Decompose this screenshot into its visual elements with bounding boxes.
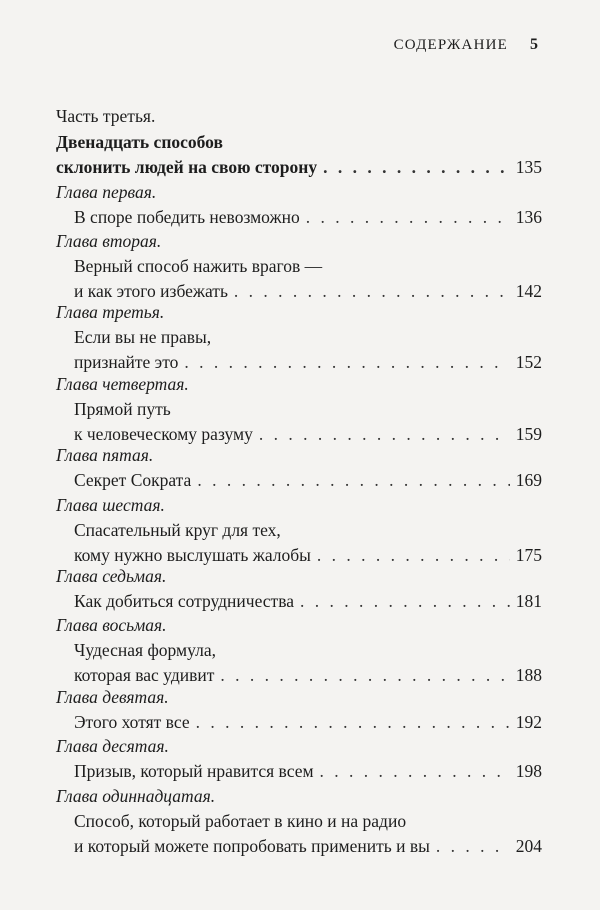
chapter-title-text: и который можете попробовать применить и вы xyxy=(74,836,430,856)
chapter-entry[interactable] xyxy=(74,469,542,491)
chapter-label xyxy=(56,614,167,636)
leader-dots xyxy=(436,835,510,857)
leader-dots xyxy=(306,206,510,228)
chapter-entry[interactable] xyxy=(74,760,542,782)
chapter-page-number: 159 xyxy=(515,424,542,444)
chapter-title-text: и как этого избежать xyxy=(74,281,228,301)
leader-dots xyxy=(323,156,510,178)
chapter-label xyxy=(56,785,215,807)
chapter-title-text: Чудесная формула, xyxy=(74,640,216,660)
chapter-title-text: Призыв, который нравится всем xyxy=(74,761,314,781)
leader-dots xyxy=(220,664,509,686)
leader-dots xyxy=(259,423,510,445)
chapter-title-line xyxy=(74,519,281,541)
chapter-title-line xyxy=(74,398,171,420)
chapter-label xyxy=(56,565,166,587)
chapter-title-text: Этого хотят все xyxy=(74,712,190,732)
part-page-number: 135 xyxy=(515,157,542,177)
running-title: СОДЕРЖАНИЕ xyxy=(393,37,508,53)
chapter-label-text: Глава десятая. xyxy=(56,736,169,756)
page-header xyxy=(394,36,538,54)
chapter-label-text: Глава одиннадцатая. xyxy=(56,786,216,806)
chapter-label-text: Глава четвертая. xyxy=(56,374,189,394)
chapter-page-number: 204 xyxy=(515,836,542,856)
part-label-text: Часть третья. xyxy=(56,106,156,126)
chapter-title-text: кому нужно выслушать жалобы xyxy=(74,545,311,565)
chapter-title-text: к человеческому разуму xyxy=(74,424,253,444)
chapter-title-line xyxy=(74,810,406,832)
chapter-label xyxy=(56,181,156,203)
part-title-text-2: склонить людей на свою сторону xyxy=(56,157,318,177)
page-number: 5 xyxy=(530,36,538,53)
chapter-label xyxy=(56,301,164,323)
chapter-page-number: 192 xyxy=(515,712,542,732)
chapter-label-text: Глава восьмая. xyxy=(56,615,167,635)
chapter-label-text: Глава девятая. xyxy=(56,687,169,707)
chapter-entry[interactable] xyxy=(74,544,542,566)
chapter-label xyxy=(56,444,153,466)
chapter-label-text: Глава пятая. xyxy=(56,445,154,465)
chapter-title-line xyxy=(74,639,216,661)
chapter-entry[interactable] xyxy=(74,590,542,612)
chapter-page-number: 181 xyxy=(515,591,542,611)
leader-dots xyxy=(300,590,510,612)
leader-dots xyxy=(320,760,510,782)
chapter-title-text: Способ, который работает в кино и на радио xyxy=(74,811,407,831)
chapter-entry[interactable] xyxy=(74,206,542,228)
chapter-page-number: 152 xyxy=(515,352,542,372)
leader-dots xyxy=(197,469,509,491)
chapter-title-text: признайте это xyxy=(74,352,179,372)
chapter-entry[interactable] xyxy=(74,835,542,857)
chapter-entry[interactable] xyxy=(74,351,542,373)
part-title-text-1: Двенадцать способов xyxy=(56,132,223,152)
chapter-entry[interactable] xyxy=(74,664,542,686)
chapter-page-number: 198 xyxy=(515,761,542,781)
chapter-label-text: Глава первая. xyxy=(56,182,157,202)
chapter-entry[interactable] xyxy=(74,280,542,302)
leader-dots xyxy=(317,544,510,566)
chapter-label xyxy=(56,230,161,252)
chapter-page-number: 136 xyxy=(515,207,542,227)
chapter-title-text: Прямой путь xyxy=(74,399,171,419)
leader-dots xyxy=(234,280,510,302)
chapter-entry[interactable] xyxy=(74,711,542,733)
chapter-title-text: Спасательный круг для тех, xyxy=(74,520,281,540)
chapter-title-text: Как добиться сотрудничества xyxy=(74,591,294,611)
chapter-label-text: Глава шестая. xyxy=(56,495,165,515)
chapter-title-line xyxy=(74,326,211,348)
chapter-page-number: 175 xyxy=(515,545,542,565)
chapter-entry[interactable] xyxy=(74,423,542,445)
chapter-title-text: Если вы не правы, xyxy=(74,327,212,347)
chapter-page-number: 142 xyxy=(515,281,542,301)
chapter-label-text: Глава третья. xyxy=(56,302,165,322)
chapter-title-text: Секрет Сократа xyxy=(74,470,192,490)
chapter-title-text: которая вас удивит xyxy=(74,665,215,685)
chapter-page-number: 188 xyxy=(515,665,542,685)
chapter-label-text: Глава вторая. xyxy=(56,231,162,251)
chapter-label-text: Глава седьмая. xyxy=(56,566,167,586)
chapter-label xyxy=(56,494,165,516)
chapter-label xyxy=(56,686,169,708)
chapter-page-number: 169 xyxy=(515,470,542,490)
leader-dots xyxy=(184,351,509,373)
chapter-label xyxy=(56,735,169,757)
chapter-title-line xyxy=(74,255,322,277)
chapter-label xyxy=(56,373,189,395)
part-title-line1 xyxy=(56,131,223,153)
leader-dots xyxy=(196,711,510,733)
chapter-title-text: Верный способ нажить врагов — xyxy=(74,256,323,276)
part-label xyxy=(56,105,155,127)
chapter-title-text: В споре победить невозможно xyxy=(74,207,300,227)
part-title-line2[interactable] xyxy=(56,156,542,178)
